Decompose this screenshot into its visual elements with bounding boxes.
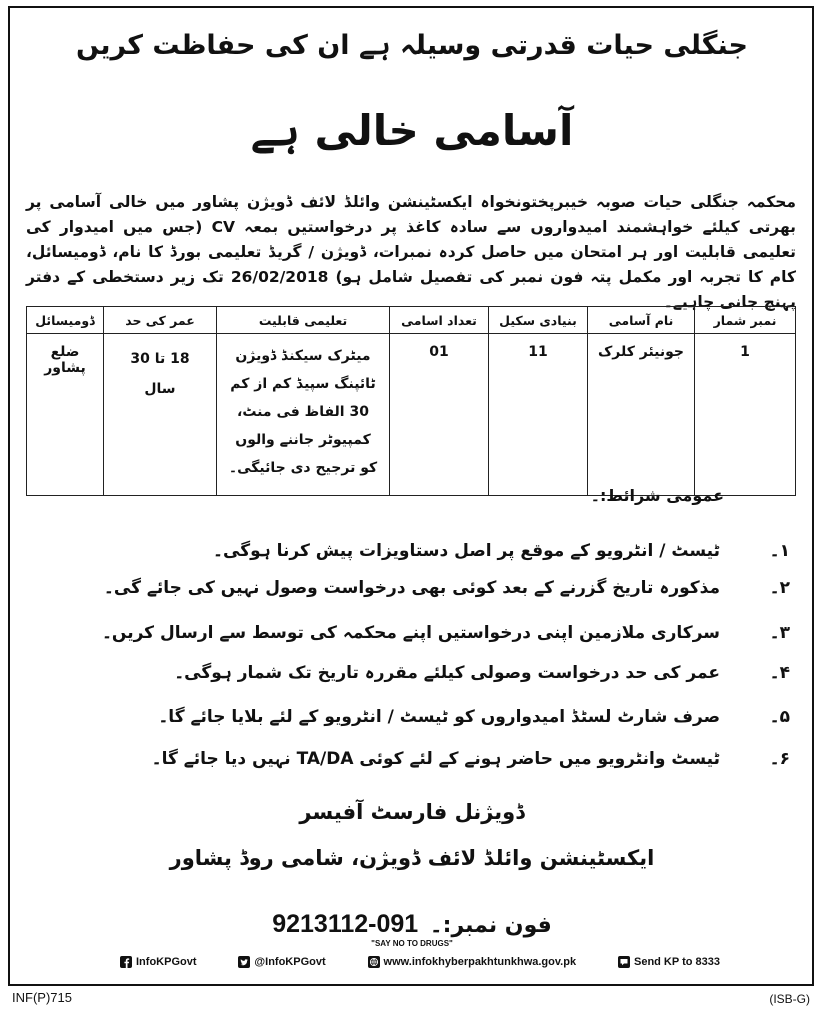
- cell-domicile: ضلع پشاور: [27, 334, 104, 496]
- social-twitter: [238, 956, 325, 968]
- facebook-icon: [120, 956, 132, 968]
- condition-number: ۶۔: [769, 749, 790, 769]
- social-website: [368, 956, 577, 968]
- cell-count: 01: [390, 334, 489, 496]
- condition-text: ٹیسٹ / انٹرویو کے موقع پر اصل دستاویزات پیش کرنا ہوگی۔: [213, 541, 720, 561]
- col-qualification: تعلیمی قابلیت: [217, 307, 390, 334]
- cell-serial: 1: [695, 334, 796, 496]
- facebook-handle: InfoKPGovt: [136, 956, 197, 968]
- phone-label: فون نمبر:۔: [429, 913, 552, 938]
- condition-text: ٹیسٹ وانٹرویو میں حاضر ہونے کے لئے کوئی TA/DA نہیں دیا جائے گا۔: [151, 749, 720, 769]
- table-header-row: [27, 307, 796, 334]
- phone-line: [0, 910, 824, 939]
- cell-post: جونیئر کلرک: [588, 334, 695, 496]
- phone-number: 091-9213112: [272, 910, 419, 938]
- office-code: (ISB-G): [769, 992, 810, 1006]
- col-count: تعداد اسامی: [390, 307, 489, 334]
- twitter-icon: [238, 956, 250, 968]
- wildlife-slogan: جنگلی حیات قدرتی وسیلہ ہے ان کی حفاظت کریں: [76, 30, 748, 61]
- condition-text: سرکاری ملازمین اپنی درخواستیں اپنے محکمہ کی توسط سے ارسال کریں۔: [101, 623, 720, 643]
- col-scale: بنیادی سکیل: [489, 307, 588, 334]
- sms-icon: [618, 956, 630, 968]
- condition-number: ۱۔: [769, 541, 790, 561]
- website-url: www.infokhyberpakhtunkhwa.gov.pk: [383, 956, 577, 968]
- say-no-to-drugs: "SAY NO TO DRUGS": [371, 939, 453, 948]
- social-facebook: [120, 956, 197, 968]
- twitter-handle: @InfoKPGovt: [254, 956, 326, 968]
- age-unit: سال: [144, 381, 176, 397]
- globe-icon: [368, 956, 380, 968]
- col-domicile: ڈومیسائل: [27, 307, 104, 334]
- post-vacant-headline: آسامی خالی ہے: [250, 106, 574, 155]
- col-age: عمر کی حد: [104, 307, 217, 334]
- col-serial: نمبر شمار: [695, 307, 796, 334]
- condition-text: عمر کی حد درخواست وصولی کیلئے مقررہ تاریخ تک شمار ہوگی۔: [174, 663, 720, 683]
- cell-scale: 11: [489, 334, 588, 496]
- social-sms: [618, 956, 720, 968]
- social-bar: [120, 956, 720, 968]
- table-row: [27, 334, 796, 496]
- cell-age: [104, 334, 217, 496]
- cell-qualification: میٹرک سیکنڈ ڈویژن ٹائپنگ سپیڈ کم از کم 30 الفاظ فی منٹ، کمپیوٹر جاننے والوں کو ترجیح دی جائیگی۔: [217, 334, 390, 496]
- intro-paragraph: محکمہ جنگلی حیات صوبہ خیبرپختونخواہ ایکسٹینشن وائلڈ لائف ڈویژن پشاور میں خالی آسامی پر بھرتی کیلئے خواہشمند امیدواروں سے سادہ کاغذ پر درخواستیں بمعہ CV (جس میں امیدوار کی تعلیمی قابلیت اور ہر امتحان میں حاصل کردہ نمبرات، ڈویژن / گریڈ تعلیمی بورڈ کا نام، ڈومیسائل، کام کا تجربہ اور مکمل پتہ فون نمبر کی تفصیل شامل ہو) 26/02/2018 تک زیر دستخطی کے دفتر پہنچ جانی چاہیے۔: [26, 193, 796, 311]
- condition-number: ۳۔: [769, 623, 790, 643]
- vacancy-table: [26, 306, 796, 496]
- condition-number: ۵۔: [769, 707, 790, 727]
- condition-number: ۲۔: [769, 578, 790, 598]
- condition-number: ۴۔: [769, 663, 790, 683]
- signatory-designation: ڈویژنل فارسٹ آفیسر: [299, 800, 525, 824]
- condition-text: صرف شارٹ لسٹڈ امیدواروں کو ٹیسٹ / انٹرویو کے لئے بلایا جائے گا۔: [158, 707, 720, 727]
- age-range: 18 تا 30: [130, 351, 190, 367]
- ad-code: INF(P)715: [12, 990, 72, 1005]
- conditions-title: عمومی شرائط:۔: [590, 486, 724, 505]
- col-post: نام آسامی: [588, 307, 695, 334]
- sms-text: Send KP to 8333: [633, 956, 720, 968]
- condition-text: مذکورہ تاریخ گزرنے کے بعد کوئی بھی درخواست وصول نہیں کی جائے گی۔: [103, 578, 720, 598]
- signatory-office: ایکسٹینشن وائلڈ لائف ڈویژن، شامی روڈ پشاور: [169, 846, 655, 870]
